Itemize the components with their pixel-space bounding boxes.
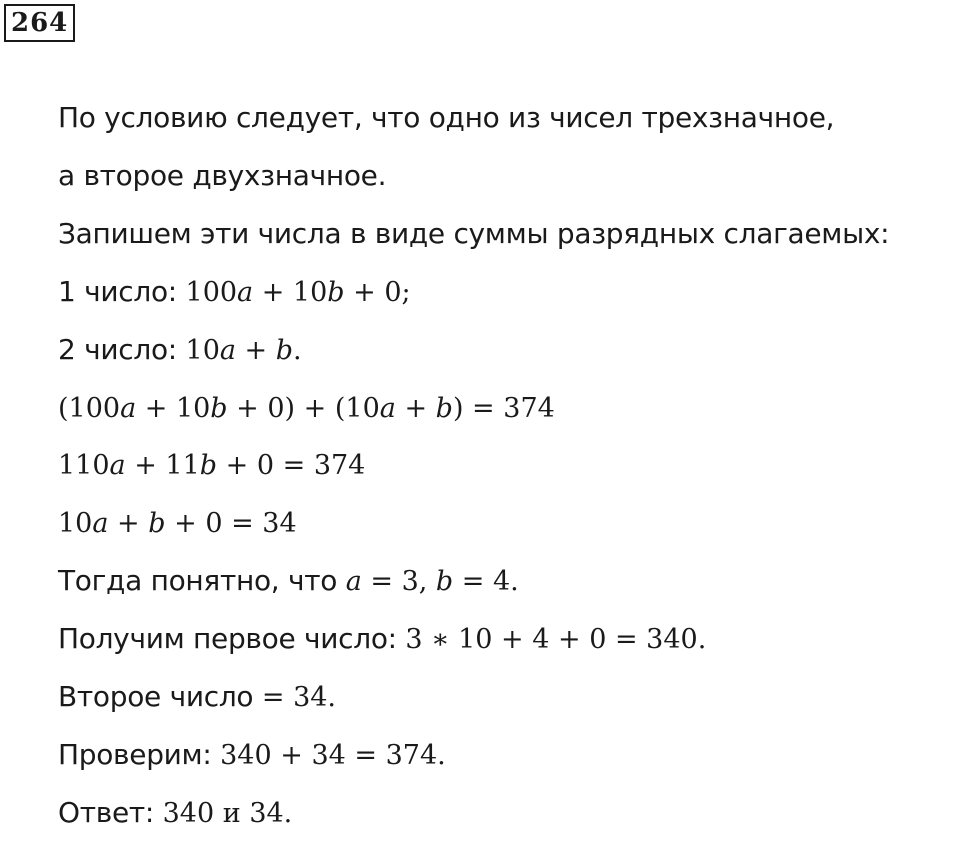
line-text: а второе двухзначное. bbox=[58, 158, 387, 192]
line-math: 340 и 34. bbox=[162, 797, 293, 829]
line-math: 𝑎 = 3, 𝑏 = 4. bbox=[345, 566, 519, 598]
line-math: 3 ∗ 10 + 4 + 0 = 340. bbox=[405, 624, 707, 656]
line-math: (100𝑎 + 10𝑏 + 0) + (10𝑎 + 𝑏) = 374 bbox=[58, 392, 555, 424]
line-text: По условию следует, что одно из чисел трехзначное, bbox=[58, 101, 835, 134]
solution-line-13 bbox=[58, 785, 958, 843]
line-text: Запишем эти числа в виде суммы разрядных слагаемых: bbox=[58, 216, 890, 250]
line-math: 100𝑎 + 10𝑏 + 0; bbox=[185, 276, 411, 308]
solution-line-10 bbox=[58, 611, 958, 669]
solution-line-1 bbox=[58, 90, 958, 148]
line-text: 2 число: bbox=[58, 332, 186, 366]
solution-line-4 bbox=[58, 264, 958, 322]
line-text: 1 число: bbox=[58, 274, 186, 308]
line-text: Тогда понятно, что bbox=[58, 564, 346, 598]
solution-line-12 bbox=[58, 727, 958, 785]
line-text: Второе число bbox=[58, 680, 262, 714]
solution-line-8 bbox=[58, 495, 958, 553]
line-math: 340 + 34 = 374. bbox=[220, 739, 446, 771]
solution-line-2 bbox=[58, 148, 958, 206]
solution-line-5 bbox=[58, 322, 958, 380]
solution-line-3 bbox=[58, 206, 958, 264]
line-math: = 34. bbox=[261, 682, 337, 714]
problem-number: 264 bbox=[4, 4, 75, 42]
line-math: 10𝑎 + 𝑏. bbox=[185, 334, 302, 366]
solution-line-9 bbox=[58, 553, 958, 611]
line-text: Ответ: bbox=[58, 795, 163, 829]
line-text: Проверим: bbox=[58, 737, 221, 771]
line-text: Получим первое число: bbox=[58, 622, 406, 656]
solution-text bbox=[58, 90, 958, 843]
line-math: 110𝑎 + 11𝑏 + 0 = 374 bbox=[58, 450, 366, 482]
line-math: 10𝑎 + 𝑏 + 0 = 34 bbox=[58, 508, 297, 540]
solution-line-6 bbox=[58, 380, 958, 438]
solution-line-11 bbox=[58, 669, 958, 727]
solution-line-7 bbox=[58, 437, 958, 495]
